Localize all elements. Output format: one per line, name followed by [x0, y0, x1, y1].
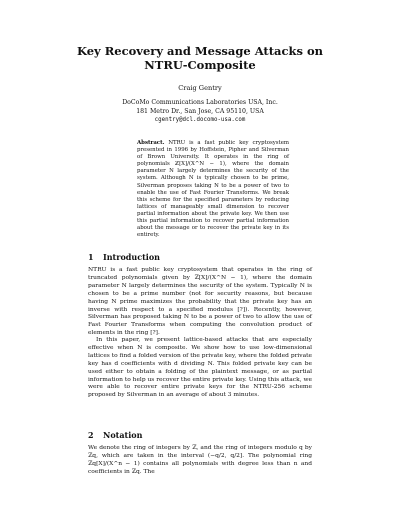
title-line-1: Key Recovery and Message Attacks on — [77, 44, 323, 58]
section-number: 1 — [88, 252, 94, 262]
abstract-label: Abstract. — [137, 140, 165, 146]
notation-paragraph-1: We denote the ring of integers by ℤ, and the ring of integers modulo q by ℤq, which are taken in the interval (−q/2, q/2]. The polynomial ring ℤq[X]/(X^n − 1) contains all polynomials with degree less than n and coefficients in ℤq. The — [88, 445, 312, 475]
affiliation-line-2: 181 Metro Dr., San Jose, CA 95110, USA — [136, 107, 264, 115]
abstract-text: NTRU is a fast public key cryptosystem presented in 1996 by Hoffstein, Pipher and Silverman of Brown University. It operates in the ring of polynomials ℤ[X]/(X^N − 1), where the domain parameter N largely determines the security of the system. Although N is typically chosen to be prime, Silverman proposes taking N to be a power of two to enable the use of Fast Fourier Transforms. We break this scheme for the specified parameters by reducing lattices of manageably small dimension to recover partial information about the private key. We then use this partial information to recover partial information about the message or to recover the private key in its entirety. — [137, 140, 289, 239]
section-title: Notation — [103, 430, 143, 440]
abstract — [137, 140, 289, 239]
section-heading-introduction — [88, 252, 160, 262]
title-line-2: NTRU-Composite — [144, 58, 256, 72]
section-title: Introduction — [103, 252, 160, 262]
author-email: cgentry@dcl.docomo-usa.com — [154, 117, 246, 124]
affiliation — [0, 99, 400, 125]
author-name: Craig Gentry — [178, 84, 222, 92]
intro-paragraph-1: NTRU is a fast public key cryptosystem that operates in the ring of truncated polynomials given by ℤ[X]/(X^N − 1), where the domain parameter N largely determines the security of the system. Typically N is chosen to be a prime number (not for security reasons, but because having N prime maximizes the probability that the private key has an inverse with respect to a specified modulus [?]). Recently, however, Silverman has proposed taking N to be a power of two to allow the use of Fast Fourier Transforms when computing the convolution product of elements in the ring [?]. — [88, 267, 312, 337]
section-heading-notation — [88, 430, 142, 440]
intro-paragraph-2: In this paper, we present lattice-based attacks that are especially effective when N is composite. We show how to use low-dimensional lattices to find a folded version of the private key, where the folded private key has d coefficients with d dividing N. This folded private key can be used either to obtain a folding of the plaintext message, or as partial information to help us recover the entire private key. Using this attack, we were able to recover entire private keys for the NTRU-256 scheme proposed by Silverman in an average of about 3 minutes. — [88, 337, 312, 399]
section-number: 2 — [88, 430, 94, 440]
paper-title — [0, 44, 400, 72]
affiliation-line-1: DoCoMo Communications Laboratories USA, Inc. — [122, 99, 278, 106]
